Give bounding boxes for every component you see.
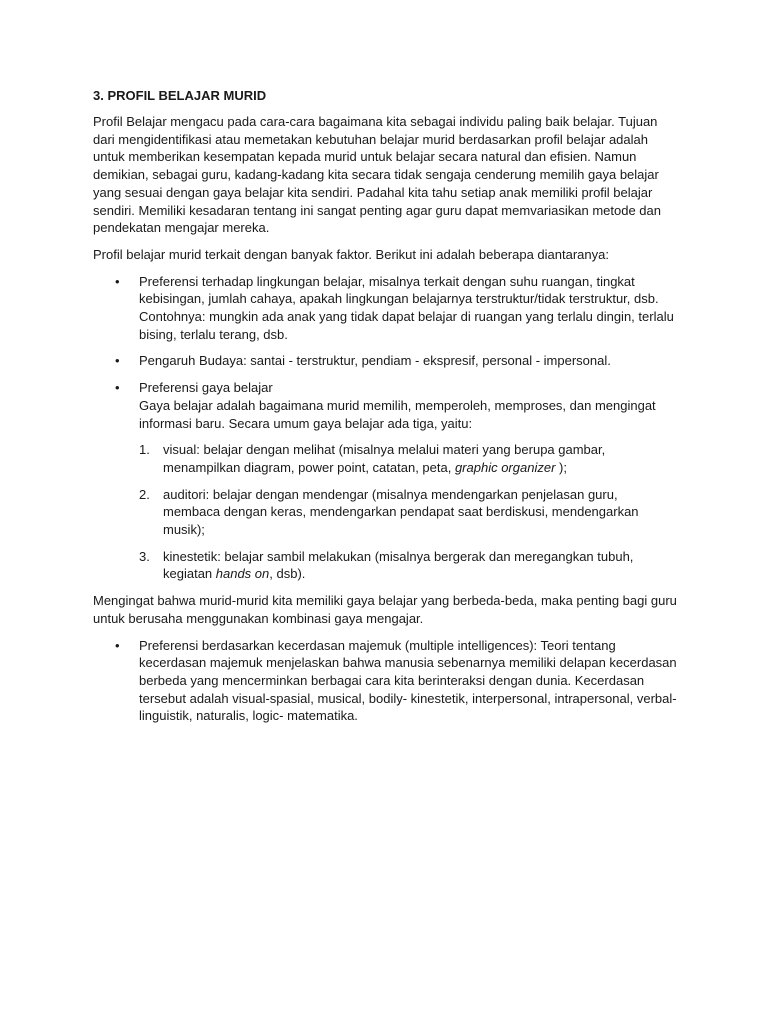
factors-intro-paragraph: Profil belajar murid terkait dengan banyak faktor. Berikut ini adalah beberapa diantaranya: <box>93 246 609 262</box>
style-type-text-end: , dsb). <box>269 566 306 582</box>
style-type-text: auditori: belajar dengan mendengar (misalnya mendengarkan penjelasan guru, membaca dengan keras, mendengarkan pendapat saat berdiskusi, mendengarkan musik); <box>163 486 639 538</box>
list-item-text: Pengaruh Budaya: santai - terstruktur, pendiam - ekspresif, personal - impersonal. <box>139 353 611 369</box>
list-item-text: Preferensi terhadap lingkungan belajar, misalnya terkait dengan suhu ruangan, tingkat kebisingan, jumlah cahaya, apakah lingkungan belajarnya terstruktur/tidak terstruktur, dsb. Contohnya: mungkin ada anak yang tidak dapat belajar di ruangan yang terlalu dingin, terlalu bising, terlalu terang, dsb. <box>139 273 674 342</box>
bullet-icon: • <box>115 637 120 653</box>
list-item-culture <box>93 352 678 370</box>
list-item-learning-style <box>93 379 678 583</box>
learning-style-types-list <box>139 441 678 583</box>
style-type-text: kinestetik: belajar sambil melakukan (misalnya bergerak dan meregangkan tubuh, kegiatan <box>163 548 634 582</box>
intro-paragraph: Profil Belajar mengacu pada cara-cara bagaimana kita sebagai individu paling baik belajar. Tujuan dari mengidentifikasi atau memetakan kebutuhan belajar murid berdasarkan profil belajar adalah untuk memberikan kesempatan kepada murid untuk belajar secara natural dan efisien. Namun demikian, sebagai guru, kadang-kadang kita secara tidak sengaja cenderung memilih gaya belajar yang sesuai dengan gaya belajar kita sendiri. Padahal kita tahu setiap anak memiliki profil belajar sendiri. Memiliki kesadaran tentang ini sangat penting agar guru dapat memvariasikan metode dan pendekatan mengajar mereka. <box>93 114 661 236</box>
intelligences-list <box>93 637 678 726</box>
bullet-icon: • <box>115 273 120 289</box>
combination-paragraph: Mengingat bahwa murid-murid kita memiliki gaya belajar yang berbeda-beda, maka penting bagi guru untuk berusaha menggunakan kombinasi gaya mengajar. <box>93 593 677 626</box>
list-item-environment <box>93 273 678 344</box>
bullet-icon: • <box>115 380 120 396</box>
factors-list <box>93 273 678 584</box>
list-number: 2. <box>139 486 150 502</box>
style-type-text-end: ); <box>555 459 567 475</box>
style-type-kinesthetic <box>139 548 678 583</box>
style-type-text: visual: belajar dengan melihat (misalnya melalui materi yang berupa gambar, menampilkan diagram, power point, catatan, peta, <box>163 442 606 475</box>
section-heading: 3. PROFIL BELAJAR MURID <box>93 88 267 103</box>
style-type-emphasis: hands on <box>215 566 270 582</box>
list-item-text: Preferensi berdasarkan kecerdasan majemuk (multiple intelligences): Teori tentang kecerdasan majemuk menjelaskan bahwa manusia sebenarnya memiliki delapan kecerdasan berbeda yang mencerminkan berbagai cara kita berinteraksi dengan dunia. Kecerdasan tersebut adalah visual-spasial, musical, bodily- kinestetik, interpersonal, intrapersonal, verbal-linguistik, naturalis, logic- matematika. <box>139 637 677 724</box>
bullet-icon: • <box>115 353 120 369</box>
list-number: 1. <box>139 442 150 458</box>
style-type-emphasis: graphic organizer <box>454 459 556 475</box>
learning-style-body: Gaya belajar adalah bagaimana murid memilih, memperoleh, memproses, dan mengingat informasi baru. Secara umum gaya belajar ada tiga, yaitu: <box>139 397 656 431</box>
list-item-multiple-intelligences <box>93 637 678 726</box>
style-type-auditory <box>139 486 678 539</box>
learning-style-title: Preferensi gaya belajar <box>139 380 273 396</box>
style-type-visual <box>139 441 678 476</box>
list-number: 3. <box>139 548 150 564</box>
